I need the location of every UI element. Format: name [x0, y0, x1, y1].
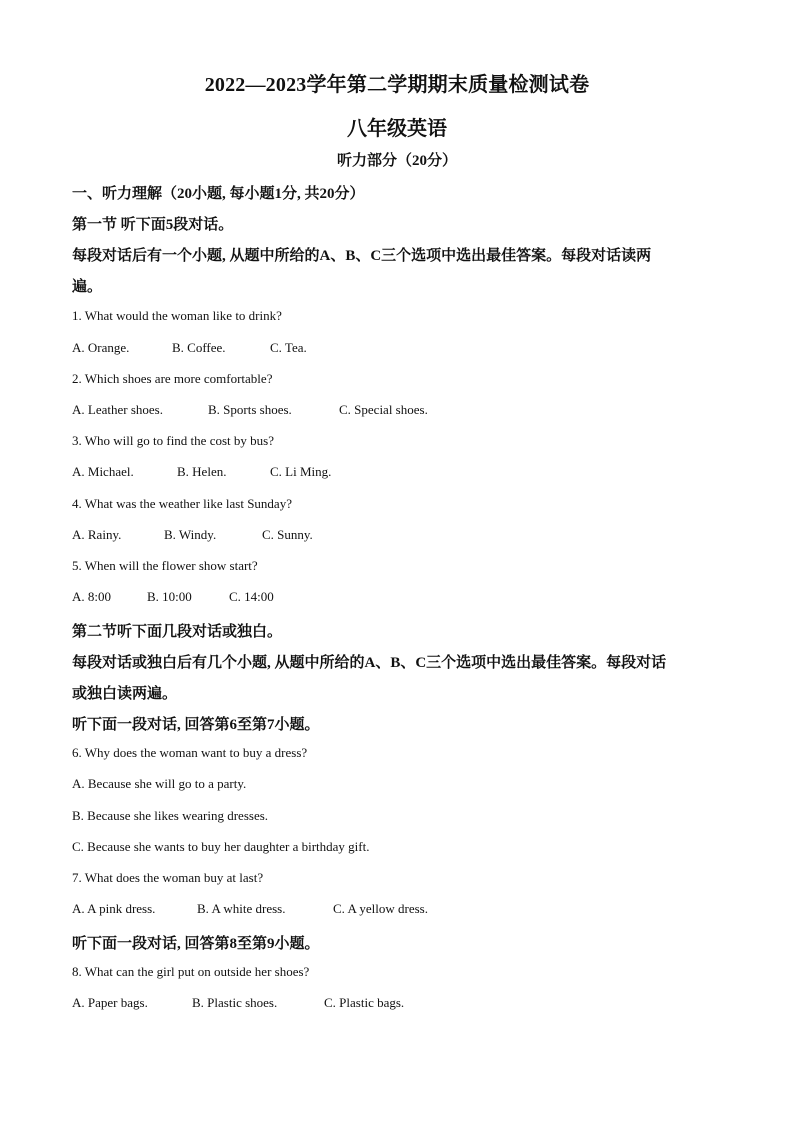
question-4-options [72, 527, 313, 543]
part1-instructions-line1: 每段对话后有一个小题, 从题中所给的A、B、C三个选项中选出最佳答案。每段对话读两 [72, 248, 652, 264]
page-subtitle: 八年级英语 [347, 118, 447, 140]
option-c: C. Tea. [270, 340, 307, 355]
question-1: 1. What would the woman like to drink? [72, 308, 282, 323]
question-6: 6. Why does the woman want to buy a dress? [72, 745, 308, 760]
question-6-option-a: A. Because she will go to a party. [72, 776, 247, 791]
option-b: B. 10:00 [147, 589, 192, 604]
option-a: A. Paper bags. [72, 995, 148, 1010]
option-b: B. Sports shoes. [208, 402, 292, 417]
question-5-options [72, 589, 274, 605]
part2-instructions-line2: 或独白读两遍。 [72, 686, 178, 702]
part2-subheading: 第二节听下面几段对话或独白。 [72, 624, 283, 640]
option-b: B. Plastic shoes. [192, 995, 278, 1010]
option-a: A. A pink dress. [72, 901, 156, 916]
question-5: 5. When will the flower show start? [72, 558, 258, 573]
question-6-option-b: B. Because she likes wearing dresses. [72, 808, 269, 823]
dialog-6-7-heading: 听下面一段对话, 回答第6至第7小题。 [72, 717, 320, 733]
section-title: 听力部分（20分） [336, 153, 457, 169]
option-c: C. Li Ming. [270, 464, 332, 479]
option-c: C. Special shoes. [339, 402, 428, 417]
question-7-options [72, 901, 428, 917]
option-c: C. 14:00 [229, 589, 274, 604]
option-b: B. A white dress. [197, 901, 286, 916]
dialog-8-9-heading: 听下面一段对话, 回答第8至第9小题。 [72, 936, 320, 952]
option-b: B. Helen. [177, 464, 227, 479]
question-3-options [72, 464, 331, 480]
question-8-options [72, 995, 404, 1011]
question-2-options [72, 402, 428, 418]
question-2: 2. Which shoes are more comfortable? [72, 371, 273, 386]
part1-instructions-line2: 遍。 [72, 279, 103, 295]
question-3: 3. Who will go to find the cost by bus? [72, 433, 274, 448]
option-b: B. Coffee. [172, 340, 226, 355]
option-a: A. Rainy. [72, 527, 122, 542]
question-7: 7. What does the woman buy at last? [72, 870, 264, 885]
part2-instructions-line1: 每段对话或独白后有几个小题, 从题中所给的A、B、C三个选项中选出最佳答案。每段对话 [72, 655, 667, 671]
option-a: A. Orange. [72, 340, 130, 355]
option-c: C. A yellow dress. [333, 901, 428, 916]
part1-subheading: 第一节 听下面5段对话。 [72, 217, 234, 233]
option-a: A. Leather shoes. [72, 402, 163, 417]
question-1-options [72, 340, 307, 356]
option-c: C. Plastic bags. [324, 995, 405, 1010]
option-c: C. Sunny. [262, 527, 313, 542]
part1-heading: 一、听力理解（20小题, 每小题1分, 共20分） [72, 186, 365, 202]
option-a: A. Michael. [72, 464, 134, 479]
question-4: 4. What was the weather like last Sunday? [72, 496, 292, 511]
question-6-option-c: C. Because she wants to buy her daughter a birthday gift. [72, 839, 370, 854]
question-8: 8. What can the girl put on outside her shoes? [72, 964, 310, 979]
option-b: B. Windy. [164, 527, 217, 542]
page-title: 2022—2023学年第二学期期末质量检测试卷 [204, 74, 590, 96]
option-a: A. 8:00 [72, 589, 111, 604]
